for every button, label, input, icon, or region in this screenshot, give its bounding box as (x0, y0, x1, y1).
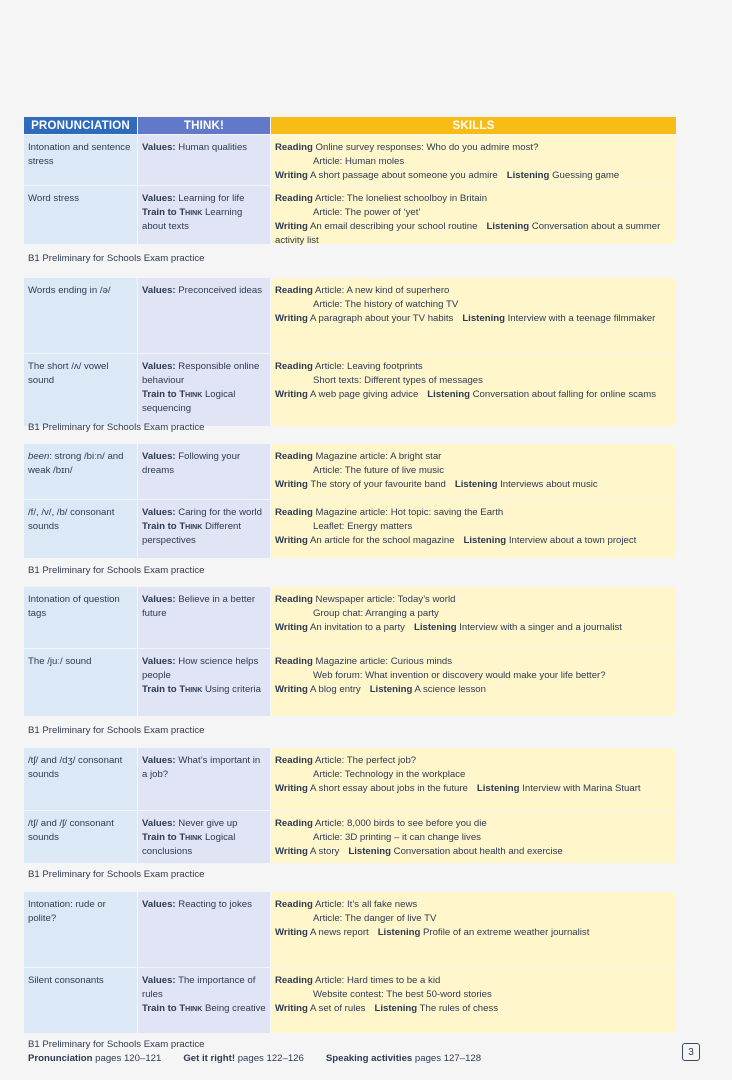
exam-practice-label: B1 Preliminary for Schools Exam practice (28, 565, 205, 576)
reading-text: Online survey responses: Who do you admire most? (315, 142, 539, 153)
values-label: Values: (142, 975, 176, 986)
skills-cell (271, 649, 676, 716)
values-line (142, 655, 266, 683)
exam-practice-label: B1 Preliminary for Schools Exam practice (28, 1039, 205, 1050)
reading-text-2: Article: The danger of live TV (313, 913, 437, 924)
pronunciation-cell (24, 278, 137, 353)
reading-line (275, 898, 672, 912)
train-label: Train to (142, 521, 180, 532)
reading-line (275, 450, 672, 464)
writing-listening-line (275, 782, 672, 796)
skills-cell (271, 811, 676, 863)
reading-line (275, 754, 672, 768)
writing-label: Writing (275, 622, 308, 633)
reading-line-2 (275, 520, 672, 534)
values-label: Values: (142, 285, 176, 296)
listening-label: Listening (476, 783, 520, 794)
listening-label: Listening (463, 535, 507, 546)
pronunciation-text: /tʃ/ and /dʒ/ consonant sounds (28, 755, 123, 780)
values-label: Values: (142, 594, 176, 605)
reading-line-2 (275, 464, 672, 478)
pronunciation-cell (24, 649, 137, 716)
pronunciation-text: Words ending in /ə/ (28, 285, 111, 296)
reading-label: Reading (275, 451, 313, 462)
pronunciation-text: Silent consonants (28, 975, 104, 986)
values-line (142, 450, 266, 478)
values-text: Human qualities (178, 142, 248, 153)
footer-speaking: Speaking activities pages 127–128 (325, 1053, 482, 1064)
reading-text: Article: A new kind of superhero (315, 285, 450, 296)
pronunciation-emphasis: been (28, 451, 50, 462)
values-label: Values: (142, 361, 176, 372)
reading-text: Article: It’s all fake news (315, 899, 418, 910)
reading-line-2 (275, 607, 672, 621)
pronunciation-text: The /juː/ sound (28, 656, 92, 667)
pronunciation-cell (24, 135, 137, 185)
train-to-think-line (142, 206, 266, 234)
reading-text: Article: The perfect job? (315, 755, 417, 766)
think-label: Think (179, 207, 203, 218)
listening-label: Listening (377, 927, 421, 938)
reading-line-2 (275, 669, 672, 683)
reading-text-2: Article: 3D printing – it can change lives (313, 832, 481, 843)
lesson-row (24, 135, 676, 185)
train-label: Train to (142, 832, 180, 843)
think-cell (138, 587, 270, 648)
think-cell (138, 748, 270, 810)
train-label: Train to (142, 1003, 180, 1014)
values-line (142, 754, 266, 782)
values-text: Responsible online behaviour (142, 361, 260, 386)
reading-text-2: Group chat: Arranging a party (313, 608, 439, 619)
writing-listening-line (275, 478, 672, 492)
train-to-think-line (142, 520, 266, 548)
page-number: 3 (682, 1043, 700, 1061)
writing-text: An email describing your school routine (310, 221, 478, 232)
footer (28, 1053, 481, 1064)
writing-label: Writing (275, 783, 308, 794)
writing-label: Writing (275, 846, 308, 857)
reading-text: Newspaper article: Today’s world (315, 594, 456, 605)
values-line (142, 974, 266, 1002)
listening-text: Conversation about falling for online scams (472, 389, 657, 400)
values-text: Learning for life (178, 193, 245, 204)
writing-label: Writing (275, 221, 308, 232)
pronunciation-text: Intonation: rude or polite? (28, 899, 106, 924)
writing-text: An invitation to a party (310, 622, 405, 633)
writing-listening-line (275, 169, 672, 183)
writing-listening-line (275, 926, 672, 940)
values-text: Believe in a better future (142, 594, 256, 619)
reading-text-2: Article: Technology in the workplace (313, 769, 466, 780)
think-cell (138, 649, 270, 716)
exam-practice-label: B1 Preliminary for Schools Exam practice (28, 253, 205, 264)
pronunciation-text: Intonation and sentence stress (28, 142, 131, 167)
skills-cell (271, 186, 676, 244)
listening-label: Listening (369, 684, 413, 695)
reading-label: Reading (275, 193, 313, 204)
values-line (142, 506, 266, 520)
reading-text-2: Short texts: Different types of messages (313, 375, 483, 386)
values-text: Reacting to jokes (178, 899, 252, 910)
reading-label: Reading (275, 755, 313, 766)
train-label: Train to (142, 207, 180, 218)
writing-label: Writing (275, 170, 308, 181)
think-cell (138, 892, 270, 967)
lesson-row (24, 587, 676, 648)
train-text: Logical sequencing (142, 389, 236, 414)
pronunciation-cell (24, 892, 137, 967)
reading-label: Reading (275, 899, 313, 910)
reading-line (275, 974, 672, 988)
reading-text-2: Website contest: The best 50-word stories (313, 989, 492, 1000)
reading-text: Magazine article: A bright star (315, 451, 442, 462)
think-cell (138, 968, 270, 1033)
listening-label: Listening (413, 622, 457, 633)
writing-listening-line (275, 621, 672, 635)
skills-cell (271, 892, 676, 967)
listening-label: Listening (506, 170, 550, 181)
skills-cell (271, 968, 676, 1033)
reading-text: Magazine article: Curious minds (315, 656, 453, 667)
listening-text: Profile of an extreme weather journalist (423, 927, 590, 938)
skills-cell (271, 278, 676, 353)
footer-pronunciation: Pronunciation pages 120–121 (28, 1053, 162, 1064)
listening-text: Interview with Marina Stuart (522, 783, 641, 794)
writing-listening-line (275, 845, 672, 859)
train-text: Logical conclusions (142, 832, 236, 857)
writing-listening-line (275, 312, 672, 326)
reading-text-2: Article: The history of watching TV (313, 299, 459, 310)
pronunciation-text: Intonation of question tags (28, 594, 120, 619)
writing-text: An article for the school magazine (310, 535, 455, 546)
writing-label: Writing (275, 1003, 308, 1014)
exam-practice-label: B1 Preliminary for Schools Exam practice (28, 869, 205, 880)
pronunciation-cell (24, 748, 137, 810)
writing-text: A short essay about jobs in the future (310, 783, 468, 794)
pronunciation-text: /f/, /v/, /b/ consonant sounds (28, 507, 115, 532)
pronunciation-cell (24, 186, 137, 244)
writing-label: Writing (275, 535, 308, 546)
listening-text: Interview about a town project (508, 535, 637, 546)
writing-text: A set of rules (310, 1003, 366, 1014)
listening-label: Listening (462, 313, 505, 324)
header-skills: SKILLS (271, 117, 676, 134)
pronunciation-text: Word stress (28, 193, 79, 204)
reading-text: Article: 8,000 birds to see before you die (315, 818, 487, 829)
lesson-row (24, 500, 676, 558)
values-text: Preconceived ideas (178, 285, 263, 296)
reading-text: Article: Hard times to be a kid (315, 975, 441, 986)
skills-cell (271, 354, 676, 426)
lesson-row (24, 354, 676, 426)
writing-text: A web page giving advice (310, 389, 419, 400)
values-label: Values: (142, 656, 176, 667)
values-label: Values: (142, 142, 176, 153)
header-think: THINK! (138, 117, 270, 134)
values-label: Values: (142, 755, 176, 766)
reading-line-2 (275, 374, 672, 388)
pronunciation-cell (24, 354, 137, 426)
listening-label: Listening (427, 389, 470, 400)
listening-text: Conversation about health and exercise (393, 846, 563, 857)
reading-text-2: Leaflet: Energy matters (313, 521, 413, 532)
think-cell (138, 186, 270, 244)
reading-line-2 (275, 988, 672, 1002)
reading-line (275, 655, 672, 669)
values-label: Values: (142, 818, 176, 829)
reading-label: Reading (275, 507, 313, 518)
listening-text: Interview with a singer and a journalist (459, 622, 622, 633)
writing-label: Writing (275, 927, 308, 938)
values-line (142, 817, 266, 831)
lesson-row (24, 892, 676, 967)
pronunciation-text: /tʃ/ and /ʃ/ consonant sounds (28, 818, 114, 843)
think-label: Think (179, 1003, 203, 1014)
header-pronunciation: PRONUNCIATION (24, 117, 137, 134)
writing-listening-line (275, 220, 672, 248)
values-text: Never give up (178, 818, 238, 829)
train-to-think-line (142, 683, 266, 697)
reading-label: Reading (275, 285, 313, 296)
writing-text: A short passage about someone you admire (310, 170, 498, 181)
reading-line-2 (275, 298, 672, 312)
train-text: Being creative (204, 1003, 266, 1014)
listening-label: Listening (486, 221, 530, 232)
writing-text: A paragraph about your TV habits (310, 313, 454, 324)
writing-text: A story (310, 846, 340, 857)
pronunciation-text: : strong /biːn/ and weak /bɪn/ (28, 451, 124, 476)
reading-text-2: Web forum: What invention or discovery would make your life better? (313, 670, 606, 681)
train-to-think-line (142, 1002, 266, 1016)
think-cell (138, 278, 270, 353)
reading-line (275, 284, 672, 298)
writing-listening-line (275, 1002, 672, 1016)
think-cell (138, 500, 270, 558)
footer-get-it-right: Get it right! pages 122–126 (183, 1053, 304, 1064)
think-cell (138, 354, 270, 426)
writing-label: Writing (275, 389, 308, 400)
values-line (142, 360, 266, 388)
exam-practice-label: B1 Preliminary for Schools Exam practice (28, 422, 205, 433)
writing-label: Writing (275, 684, 308, 695)
reading-line-2 (275, 155, 672, 169)
values-label: Values: (142, 507, 176, 518)
lesson-row (24, 444, 676, 499)
values-text: Caring for the world (178, 507, 262, 518)
think-label: Think (179, 684, 203, 695)
train-text: Different perspectives (142, 521, 242, 546)
reading-line (275, 506, 672, 520)
writing-listening-line (275, 534, 672, 548)
exam-practice-label: B1 Preliminary for Schools Exam practice (28, 725, 205, 736)
train-text: Learning about texts (142, 207, 243, 232)
reading-text: Magazine article: Hot topic: saving the Earth (315, 507, 504, 518)
pronunciation-cell (24, 968, 137, 1033)
reading-text: Article: The loneliest schoolboy in Britain (315, 193, 488, 204)
think-label: Think (179, 521, 203, 532)
values-text: How science helps people (142, 656, 259, 681)
lesson-row (24, 649, 676, 716)
skills-cell (271, 444, 676, 499)
listening-text: Interviews about music (500, 479, 598, 490)
lesson-row (24, 968, 676, 1033)
listening-label: Listening (454, 479, 498, 490)
pronunciation-cell (24, 811, 137, 863)
reading-line (275, 593, 672, 607)
pronunciation-cell (24, 444, 137, 499)
listening-label: Listening (374, 1003, 418, 1014)
values-line (142, 593, 266, 621)
values-line (142, 898, 266, 912)
reading-line-2 (275, 768, 672, 782)
pronunciation-text: The short /ʌ/ vowel sound (28, 361, 109, 386)
lesson-row (24, 811, 676, 863)
reading-label: Reading (275, 818, 313, 829)
values-label: Values: (142, 451, 176, 462)
listening-text: The rules of chess (419, 1003, 499, 1014)
lesson-row (24, 748, 676, 810)
train-to-think-line (142, 388, 266, 416)
values-text: Following your dreams (142, 451, 241, 476)
train-label: Train to (142, 684, 180, 695)
writing-text: The story of your favourite band (310, 479, 446, 490)
think-cell (138, 444, 270, 499)
listening-text: Conversation about a summer activity list (275, 221, 661, 246)
values-text: The importance of rules (142, 975, 256, 1000)
reading-line-2 (275, 206, 672, 220)
values-line (142, 284, 266, 298)
reading-text-2: Article: The future of live music (313, 465, 444, 476)
lesson-row (24, 278, 676, 353)
values-line (142, 141, 266, 155)
skills-cell (271, 748, 676, 810)
writing-text: A blog entry (310, 684, 361, 695)
train-to-think-line (142, 831, 266, 859)
listening-label: Listening (348, 846, 391, 857)
think-label: Think (179, 832, 203, 843)
writing-label: Writing (275, 479, 308, 490)
reading-label: Reading (275, 656, 313, 667)
pronunciation-cell (24, 500, 137, 558)
reading-line (275, 141, 672, 155)
reading-line-2 (275, 912, 672, 926)
reading-label: Reading (275, 975, 313, 986)
listening-text: Interview with a teenage filmmaker (507, 313, 656, 324)
reading-text-2: Article: Human moles (313, 156, 405, 167)
skills-cell (271, 135, 676, 185)
values-label: Values: (142, 193, 176, 204)
train-label: Train to (142, 389, 180, 400)
reading-line (275, 817, 672, 831)
think-label: Think (179, 389, 203, 400)
reading-text-2: Article: The power of ‘yet’ (313, 207, 421, 218)
skills-cell (271, 500, 676, 558)
pronunciation-cell (24, 587, 137, 648)
reading-label: Reading (275, 361, 313, 372)
reading-line (275, 192, 672, 206)
writing-listening-line (275, 683, 672, 697)
lesson-row (24, 186, 676, 244)
listening-text: A science lesson (414, 684, 486, 695)
writing-listening-line (275, 388, 672, 402)
values-text: What’s important in a job? (142, 755, 261, 780)
writing-label: Writing (275, 313, 308, 324)
reading-label: Reading (275, 142, 313, 153)
skills-cell (271, 587, 676, 648)
think-cell (138, 811, 270, 863)
listening-text: Guessing game (552, 170, 620, 181)
reading-line (275, 360, 672, 374)
reading-line-2 (275, 831, 672, 845)
writing-text: A news report (310, 927, 369, 938)
train-text: Using criteria (204, 684, 261, 695)
values-line (142, 192, 266, 206)
values-label: Values: (142, 899, 176, 910)
reading-text: Article: Leaving footprints (315, 361, 423, 372)
reading-label: Reading (275, 594, 313, 605)
think-cell (138, 135, 270, 185)
